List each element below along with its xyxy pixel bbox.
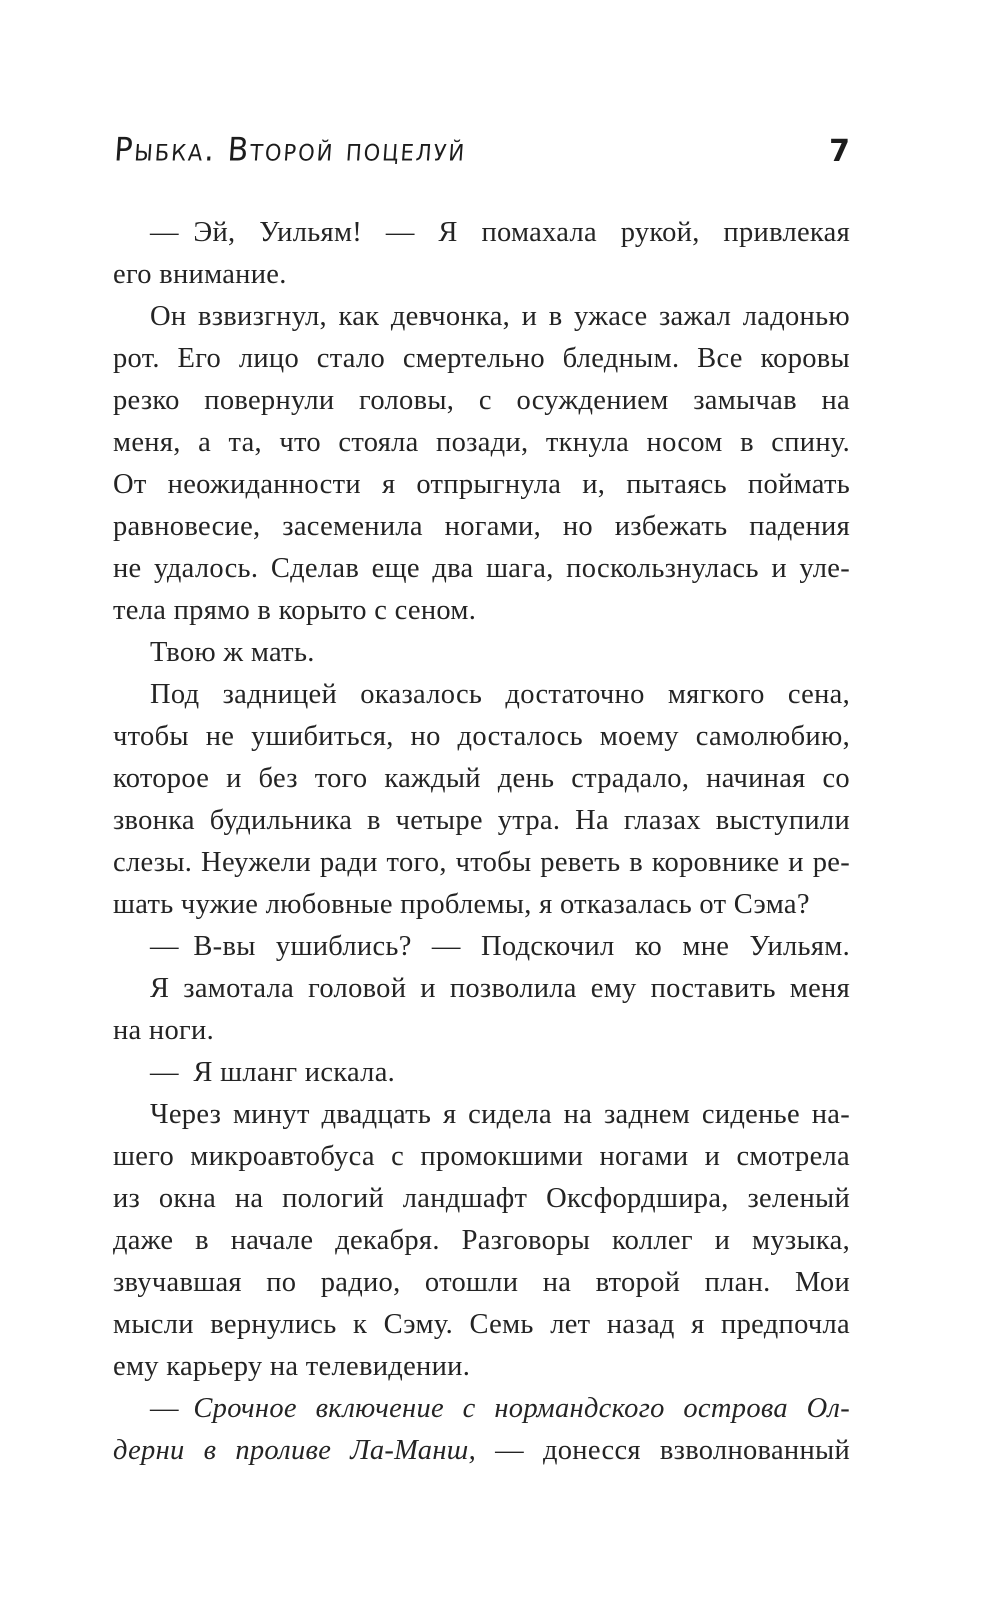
text-line xyxy=(113,464,850,506)
page-header xyxy=(113,131,850,169)
text-line xyxy=(113,1052,850,1094)
body-text: шего микроавтобуса с промокшими ногами и смотрела xyxy=(113,1141,850,1172)
body-text: Он взвизгнул, как девчонка, и в ужасе зажал ладонью xyxy=(150,301,850,332)
paragraph xyxy=(113,968,850,1052)
body-text: От неожиданности я отпрыгнула и, пытаясь поймать xyxy=(113,469,850,500)
text-line xyxy=(113,716,850,758)
body-text: звучавшая по радио, отошли на второй план. Мои xyxy=(113,1267,850,1298)
body-text: которое и без того каждый день страдало, начиная со xyxy=(113,763,850,794)
body-text: резко повернули головы, с осуждением замычав на xyxy=(113,385,850,416)
italic-text: дерни в проливе Ла-Манш, xyxy=(113,1435,477,1466)
text-line xyxy=(113,842,850,884)
body-text: — xyxy=(150,1393,194,1424)
paragraph xyxy=(113,296,850,632)
body-text: не удалось. Сделав еще два шага, поскользнулась и уле- xyxy=(113,553,850,584)
text-block xyxy=(113,212,850,1472)
body-text: слезы. Неужели ради того, чтобы реветь в коровнике и ре- xyxy=(113,847,850,878)
body-text: — Я шланг искала. xyxy=(150,1057,396,1088)
body-text: Твою ж мать. xyxy=(150,637,315,668)
body-text: тела прямо в корыто с сеном. xyxy=(113,595,477,626)
text-line xyxy=(113,758,850,800)
paragraph xyxy=(113,1094,850,1388)
paragraph xyxy=(113,212,850,296)
text-line xyxy=(113,1262,850,1304)
text-line xyxy=(113,380,850,422)
body-text: мысли вернулись к Сэму. Семь лет назад я предпочла xyxy=(113,1309,850,1340)
text-line xyxy=(113,632,850,674)
body-text: из окна на пологий ландшафт Оксфордшира, зеленый xyxy=(113,1183,850,1214)
text-line xyxy=(113,212,850,254)
body-text: — донесся взволнованный xyxy=(476,1435,850,1466)
text-line xyxy=(113,1304,850,1346)
body-text: рот. Его лицо стало смертельно бледным. Все коровы xyxy=(113,343,850,374)
text-line xyxy=(113,1430,850,1472)
text-line xyxy=(113,968,850,1010)
text-line xyxy=(113,800,850,842)
text-line xyxy=(113,1388,850,1430)
text-line xyxy=(113,674,850,716)
body-text: Под задницей оказалось достаточно мягкого сена, xyxy=(150,679,850,710)
paragraph xyxy=(113,632,850,674)
text-line xyxy=(113,926,850,968)
body-text: равновесие, засеменила ногами, но избежать падения xyxy=(113,511,850,542)
text-line xyxy=(113,548,850,590)
text-line xyxy=(113,1220,850,1262)
body-text: даже в начале декабря. Разговоры коллег и музыка, xyxy=(113,1225,850,1256)
text-line xyxy=(113,1010,850,1052)
paragraph xyxy=(113,674,850,926)
body-text: ему карьеру на телевидении. xyxy=(113,1351,471,1382)
body-text: — Эй, Уильям! — Я помахала рукой, привлекая xyxy=(150,217,850,248)
text-line xyxy=(113,422,850,464)
text-line xyxy=(113,884,850,926)
paragraph xyxy=(113,926,850,968)
body-text: шать чужие любовные проблемы, я отказалась от Сэма? xyxy=(113,889,810,920)
page-number: 7 xyxy=(829,134,850,169)
paragraph xyxy=(113,1052,850,1094)
paragraph xyxy=(113,1388,850,1472)
text-line xyxy=(113,590,850,632)
body-text: его внимание. xyxy=(113,259,287,290)
text-line xyxy=(113,1178,850,1220)
body-text: на ноги. xyxy=(113,1015,214,1046)
italic-text: Срочное включение с нормандского острова Ол- xyxy=(193,1393,850,1424)
running-title: Рыбка. Второй поцелуй xyxy=(113,131,468,169)
text-line xyxy=(113,338,850,380)
body-text: меня, а та, что стояла позади, ткнула носом в спину. xyxy=(113,427,850,458)
text-line xyxy=(113,254,850,296)
body-text: звонка будильника в четыре утра. На глазах выступили xyxy=(113,805,850,836)
text-line xyxy=(113,296,850,338)
text-line xyxy=(113,1136,850,1178)
body-text: Я замотала головой и позволила ему поставить меня xyxy=(150,973,850,1004)
text-line xyxy=(113,506,850,548)
text-line xyxy=(113,1346,850,1388)
body-text: чтобы не ушибиться, но досталось моему самолюбию, xyxy=(113,721,850,752)
body-text: — В-вы ушиблись? — Подскочил ко мне Уильям. xyxy=(150,931,850,962)
body-text: Через минут двадцать я сидела на заднем сиденье на- xyxy=(150,1099,850,1130)
text-line xyxy=(113,1094,850,1136)
